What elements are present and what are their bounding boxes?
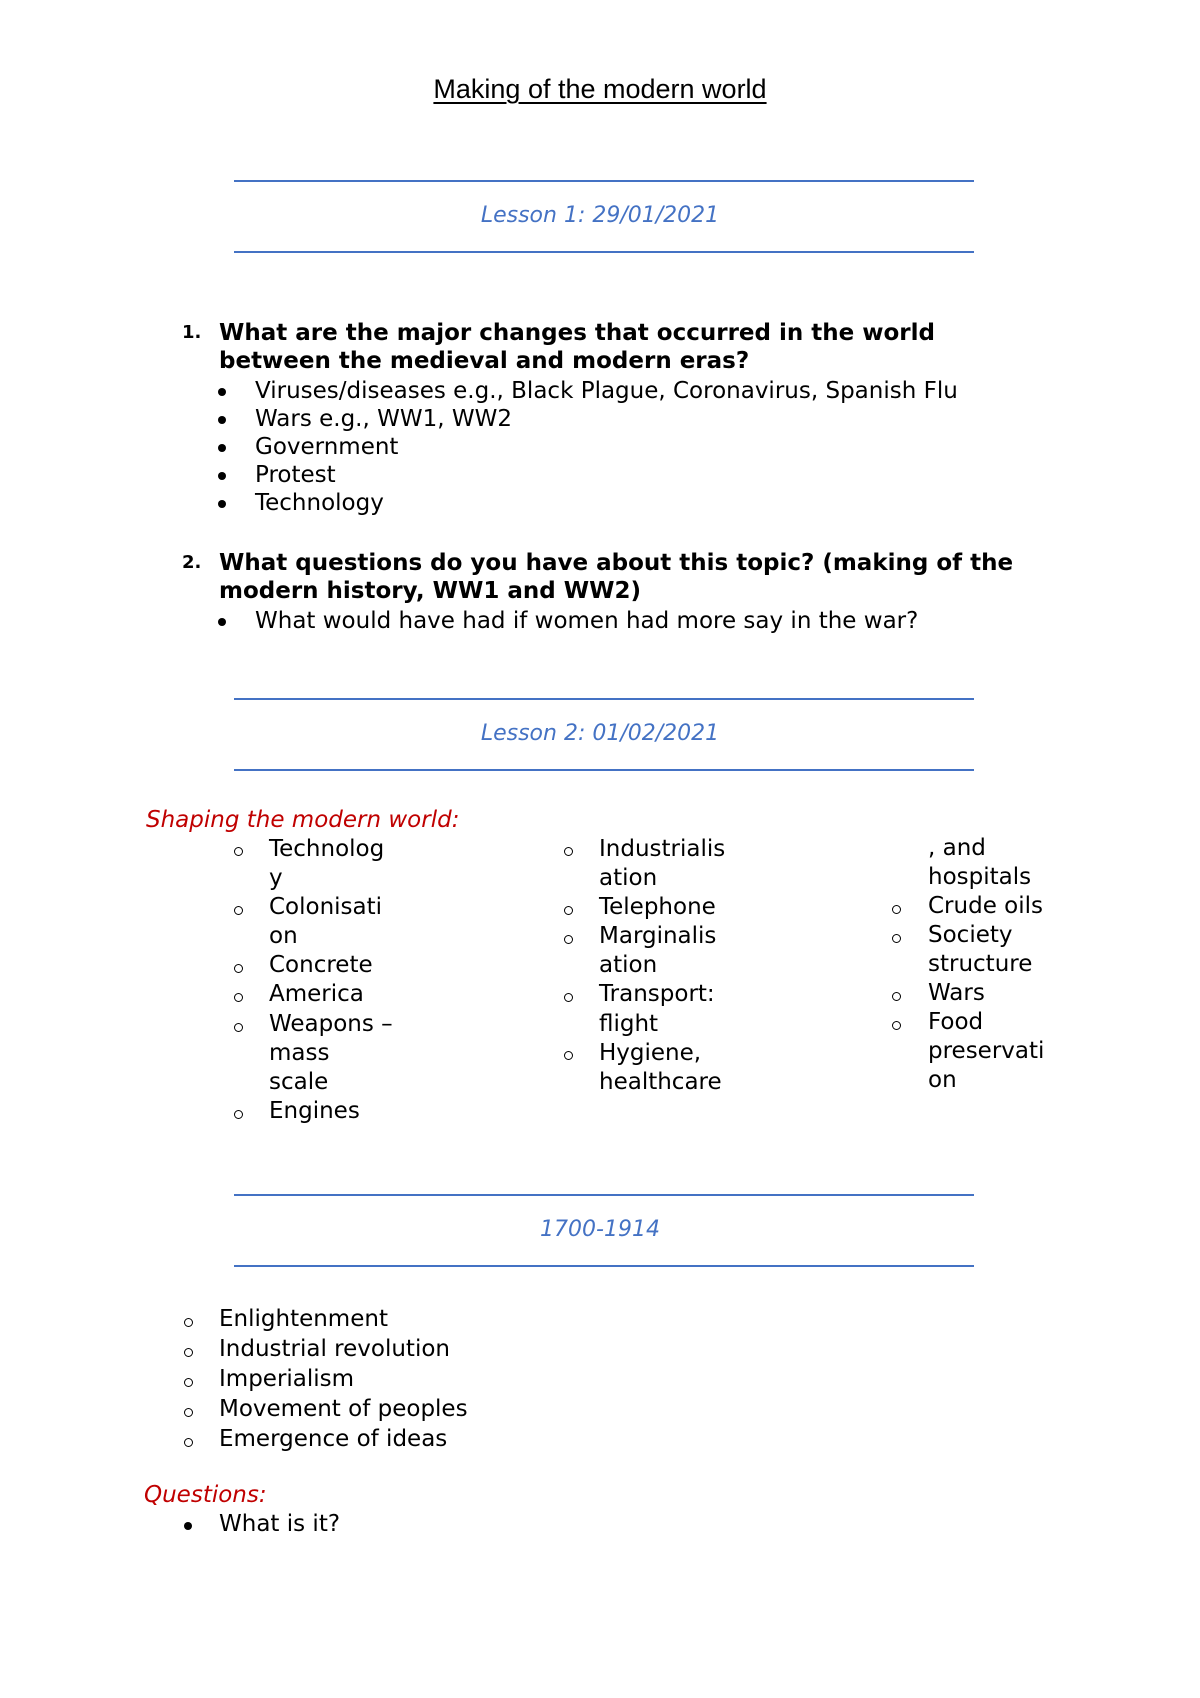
list-item: Food bbox=[928, 1009, 984, 1035]
circle-bullet bbox=[564, 906, 573, 915]
circle-bullet bbox=[892, 992, 901, 1001]
question-number: 1. bbox=[182, 322, 202, 343]
list-item: Concrete bbox=[269, 952, 373, 978]
question-line: modern history, WW1 and WW2) bbox=[219, 578, 641, 604]
list-item: structure bbox=[928, 951, 1033, 977]
list-item: Hygiene, bbox=[599, 1040, 702, 1066]
list-item: Movement of peoples bbox=[219, 1396, 468, 1422]
circle-bullet bbox=[892, 1021, 901, 1030]
circle-bullet bbox=[564, 935, 573, 944]
circle-bullet bbox=[564, 847, 573, 856]
list-item: hospitals bbox=[928, 864, 1032, 890]
list-item: America bbox=[269, 981, 364, 1007]
heading-rule-bottom bbox=[234, 251, 974, 253]
bullet-dot bbox=[218, 388, 226, 396]
circle-bullet bbox=[892, 905, 901, 914]
list-item: on bbox=[928, 1067, 957, 1093]
circle-bullet bbox=[234, 1023, 243, 1032]
list-item: Government bbox=[255, 434, 399, 460]
bullet-dot bbox=[218, 618, 226, 626]
list-item: Enlightenment bbox=[219, 1306, 388, 1332]
list-item: Technolog bbox=[269, 836, 385, 862]
list-item: Emergence of ideas bbox=[219, 1426, 448, 1452]
list-item: ation bbox=[599, 952, 658, 978]
heading-rule-bottom bbox=[234, 1265, 974, 1267]
heading-rule-top bbox=[234, 180, 974, 182]
circle-bullet bbox=[234, 964, 243, 973]
circle-bullet bbox=[564, 1051, 573, 1060]
circle-bullet bbox=[564, 993, 573, 1002]
circle-bullet bbox=[184, 1318, 193, 1327]
list-item: Technology bbox=[255, 490, 384, 516]
heading-rule-bottom bbox=[234, 769, 974, 771]
heading-rule-top bbox=[234, 698, 974, 700]
list-item: on bbox=[269, 923, 298, 949]
bullet-dot bbox=[218, 444, 226, 452]
circle-bullet bbox=[234, 1110, 243, 1119]
circle-bullet bbox=[234, 993, 243, 1002]
question-line: What questions do you have about this topic? (making of the bbox=[219, 550, 1014, 576]
circle-bullet bbox=[184, 1378, 193, 1387]
question-line: between the medieval and modern eras? bbox=[219, 348, 750, 374]
list-item: Transport: bbox=[599, 981, 715, 1007]
lesson2-heading: Lesson 2: 01/02/2021 bbox=[480, 721, 720, 746]
list-item: mass bbox=[269, 1040, 330, 1066]
bullet-dot bbox=[218, 416, 226, 424]
circle-bullet bbox=[234, 906, 243, 915]
circle-bullet bbox=[892, 934, 901, 943]
list-item: scale bbox=[269, 1069, 329, 1095]
list-item: Wars e.g., WW1, WW2 bbox=[255, 406, 512, 432]
list-item: Colonisati bbox=[269, 894, 383, 920]
circle-bullet bbox=[184, 1348, 193, 1357]
list-item: ation bbox=[599, 865, 658, 891]
list-item: What is it? bbox=[219, 1511, 341, 1537]
heading-rule-top bbox=[234, 1194, 974, 1196]
page-title-text: Making of the modern world bbox=[433, 74, 767, 104]
list-item: Imperialism bbox=[219, 1366, 355, 1392]
question-line: What are the major changes that occurred in the world bbox=[219, 320, 935, 346]
list-item: What would have had if women had more say in the war? bbox=[255, 608, 919, 634]
list-item: Engines bbox=[269, 1098, 360, 1124]
list-item: Industrialis bbox=[599, 836, 726, 862]
questions-heading: Questions: bbox=[144, 1482, 267, 1508]
list-item: Weapons – bbox=[269, 1011, 393, 1037]
page-title bbox=[0, 74, 1200, 105]
question-number: 2. bbox=[182, 552, 202, 573]
circle-bullet bbox=[234, 847, 243, 856]
list-item: Wars bbox=[928, 980, 985, 1006]
list-item: Industrial revolution bbox=[219, 1336, 450, 1362]
bullet-dot bbox=[218, 472, 226, 480]
list-item: Marginalis bbox=[599, 923, 717, 949]
list-item: Protest bbox=[255, 462, 336, 488]
list-item: Crude oils bbox=[928, 893, 1043, 919]
period-heading: 1700-1914 bbox=[540, 1217, 660, 1242]
list-item: Viruses/diseases e.g., Black Plague, Coronavirus, Spanish Flu bbox=[255, 378, 958, 404]
list-item: healthcare bbox=[599, 1069, 722, 1095]
list-item: Telephone bbox=[599, 894, 716, 920]
list-item: , and bbox=[928, 835, 986, 861]
list-item: y bbox=[269, 865, 283, 891]
list-item: flight bbox=[599, 1011, 659, 1037]
section-subheading: Shaping the modern world: bbox=[146, 807, 460, 833]
lesson1-heading: Lesson 1: 29/01/2021 bbox=[480, 203, 720, 228]
circle-bullet bbox=[184, 1408, 193, 1417]
bullet-dot bbox=[218, 500, 226, 508]
list-item: preservati bbox=[928, 1038, 1045, 1064]
list-item: Society bbox=[928, 922, 1013, 948]
circle-bullet bbox=[184, 1438, 193, 1447]
bullet-dot bbox=[184, 1522, 192, 1530]
